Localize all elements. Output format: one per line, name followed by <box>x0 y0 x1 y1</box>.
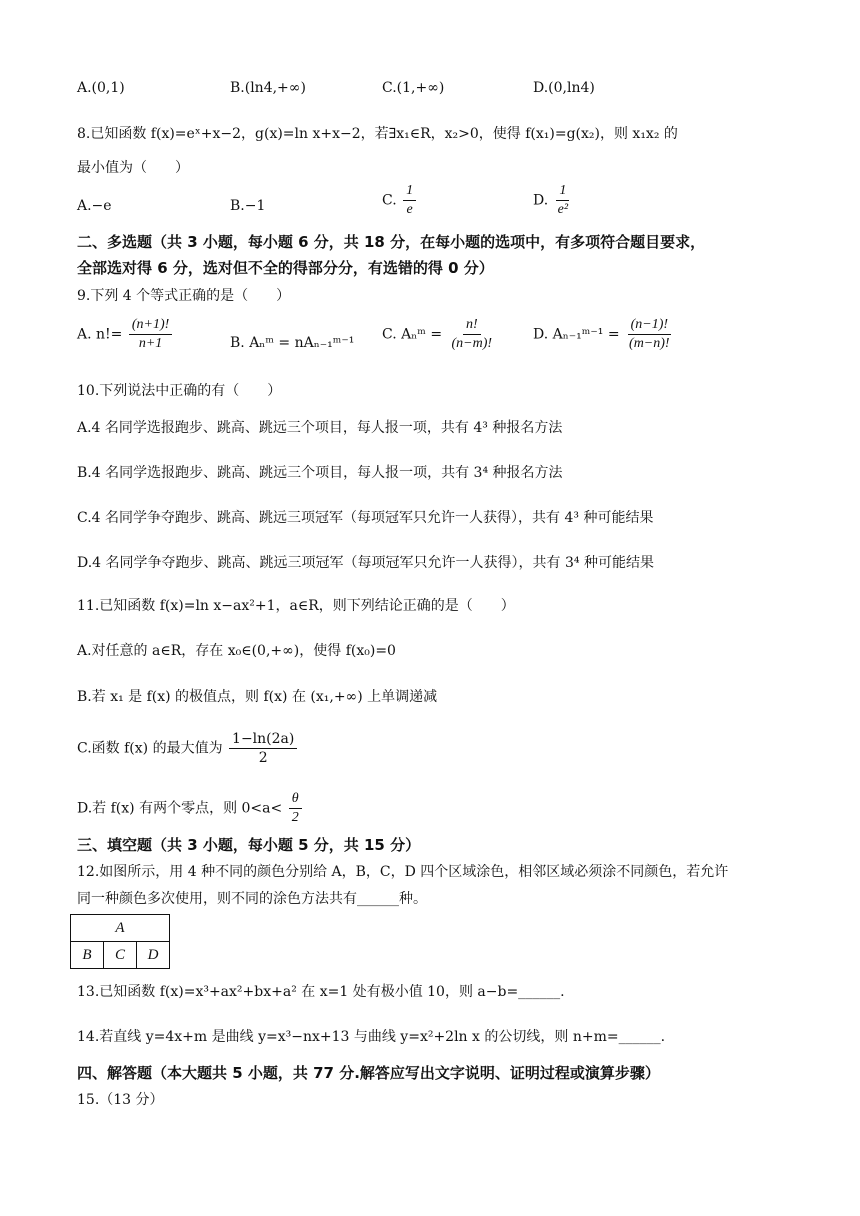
q11-d-denominator: 2 <box>291 810 299 825</box>
q8-c-numerator: 1 <box>403 182 416 201</box>
q9-a-denominator: n+1 <box>138 336 163 351</box>
q10-option-c: C.4 名同学争夺跑步、跳高、跳远三项冠军（每项冠军只允许一人获得），共有 4³ 种可能结果 <box>77 510 654 526</box>
q9-stem: 9.下列 4 个等式正确的是（ ） <box>77 288 291 304</box>
q9-c-numerator: n! <box>463 316 481 335</box>
q9-a-fraction <box>129 316 172 353</box>
q7-option-d: D.(0,ln4) <box>533 80 595 96</box>
q10-option-b: B.4 名同学选报跑步、跳高、跳远三个项目，每人报一项，共有 3⁴ 种报名方法 <box>77 465 563 481</box>
q9-option-b: B. Aₙᵐ = nAₙ₋₁ᵐ⁻¹ <box>230 335 355 351</box>
q11-option-c <box>77 730 299 767</box>
q9-a-numerator: (n+1)! <box>129 316 172 335</box>
q9-c-fraction <box>449 316 496 353</box>
q9-d-fraction <box>626 316 673 353</box>
section2-heading-line2: 全部选对得 6 分，选对但不全的得部分分，有选错的得 0 分） <box>77 259 494 277</box>
q8-stem-line1: 8.已知函数 f(x)=eˣ+x−2，g(x)=ln x+x−2，若∃x₁∈R，x₂>0，使得 f(x₁)=g(x₂)，则 x₁x₂ 的 <box>77 126 678 142</box>
q8-option-c-label: C. <box>382 192 397 209</box>
q10-stem: 10.下列说法中正确的有（ ） <box>77 383 282 399</box>
q8-d-numerator: 1 <box>556 182 569 201</box>
section2-heading-line1: 二、多选题（共 3 小题，每小题 6 分，共 18 分，在每小题的选项中，有多项符合题目要求， <box>77 233 706 251</box>
q11-option-d <box>77 790 304 827</box>
region-c: C <box>104 942 137 969</box>
q8-stem-line2: 最小值为（ ） <box>77 160 189 176</box>
q15-label: 15.（13 分） <box>77 1092 164 1108</box>
q8-d-denominator: e² <box>557 202 569 217</box>
q13-stem: 13.已知函数 f(x)=x³+ax²+bx+a² 在 x=1 处有极小值 10，则 a−b=______. <box>77 984 565 1000</box>
region-a: A <box>71 915 170 942</box>
q9-option-d <box>533 316 675 353</box>
q10-option-a: A.4 名同学选报跑步、跳高、跳远三个项目，每人报一项，共有 4³ 种报名方法 <box>77 420 563 436</box>
q8-option-a: A.−e <box>77 198 112 214</box>
section4-heading: 四、解答题（本大题共 5 小题，共 77 分.解答应写出文字说明、证明过程或演算步骤） <box>77 1064 660 1082</box>
q8-option-d-label: D. <box>533 192 549 209</box>
q9-c-label: C. Aₙᵐ = <box>382 326 443 343</box>
section3-heading: 三、填空题（共 3 小题，每小题 5 分，共 15 分） <box>77 836 421 854</box>
q7-option-c: C.(1,+∞) <box>382 80 445 96</box>
region-d: D <box>137 942 170 969</box>
q8-option-d <box>533 182 573 219</box>
q8-c-denominator: e <box>406 202 413 217</box>
q9-a-label: A. n!= <box>77 326 123 343</box>
q8-option-b: B.−1 <box>230 198 266 214</box>
q9-d-label: D. Aₙ₋₁ᵐ⁻¹ = <box>533 326 620 343</box>
q9-d-denominator: (m−n)! <box>629 336 670 351</box>
q11-d-label: D.若 f(x) 有两个零点，则 0<a< <box>77 800 283 817</box>
q10-option-d: D.4 名同学争夺跑步、跳高、跳远三项冠军（每项冠军只允许一人获得），共有 3⁴ 种可能结果 <box>77 555 654 571</box>
q14-stem: 14.若直线 y=4x+m 是曲线 y=x³−nx+13 与曲线 y=x²+2ln x 的公切线，则 n+m=______. <box>77 1029 666 1045</box>
q11-c-label: C.函数 f(x) 的最大值为 <box>77 740 223 757</box>
q8-option-d-fraction <box>555 182 571 219</box>
q9-c-denominator: (n−m)! <box>451 336 493 351</box>
q8-option-c <box>382 182 418 219</box>
q11-option-b: B.若 x₁ 是 f(x) 的极值点，则 f(x) 在 (x₁,+∞) 上单调递减 <box>77 689 438 705</box>
coloring-region-diagram <box>70 914 170 969</box>
q11-d-numerator: θ <box>289 790 302 809</box>
q9-option-a <box>77 316 174 353</box>
q12-stem-line1: 12.如图所示，用 4 种不同的颜色分别给 A，B，C，D 四个区域涂色，相邻区域必须涂不同颜色，若允许 <box>77 864 729 880</box>
q7-option-b: B.(ln4,+∞) <box>230 80 306 96</box>
q11-c-fraction <box>229 730 297 767</box>
q11-c-denominator: 2 <box>258 750 268 766</box>
q11-option-a: A.对任意的 a∈R，存在 x₀∈(0,+∞)，使得 f(x₀)=0 <box>77 643 396 659</box>
q11-d-fraction <box>289 790 302 827</box>
q7-option-a: A.(0,1) <box>77 80 125 96</box>
q11-stem: 11.已知函数 f(x)=ln x−ax²+1，a∈R，则下列结论正确的是（ ） <box>77 598 515 614</box>
q8-option-c-fraction <box>403 182 416 219</box>
q11-c-numerator: 1−ln(2a) <box>229 730 297 749</box>
q12-stem-line2: 同一种颜色多次使用，则不同的涂色方法共有______种。 <box>77 891 427 907</box>
q9-option-c <box>382 316 497 353</box>
region-b: B <box>71 942 104 969</box>
q9-d-numerator: (n−1)! <box>628 316 671 335</box>
